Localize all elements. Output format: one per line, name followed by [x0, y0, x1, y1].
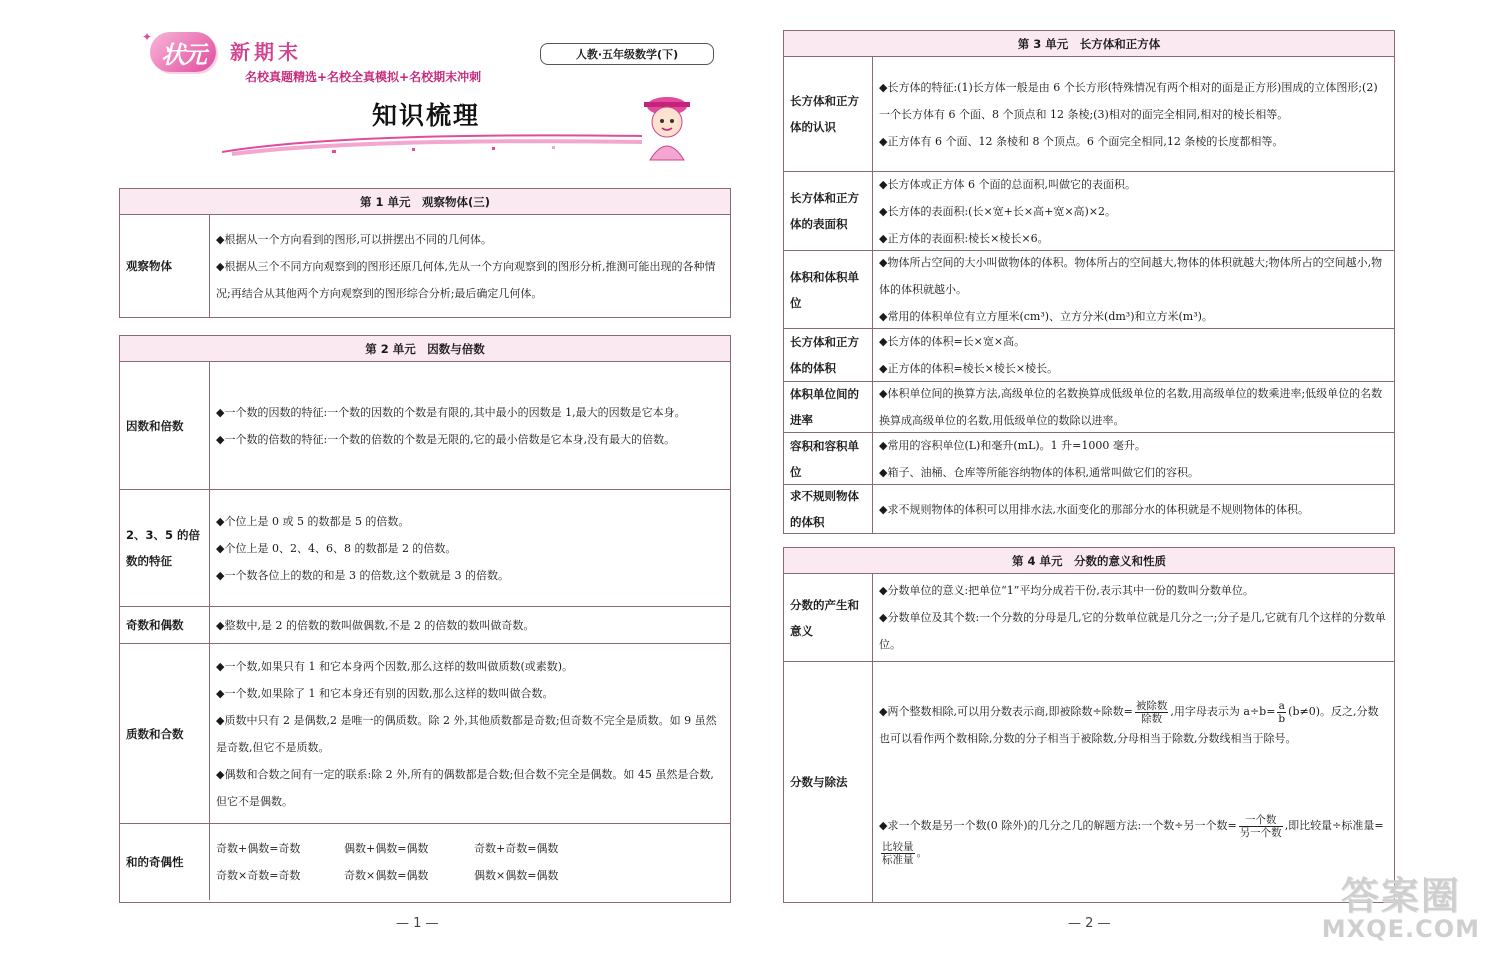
unit-title: 第 4 单元 分数的意义和性质 [784, 548, 1394, 574]
row-content [873, 574, 1394, 661]
row-label: 求不规则物体的体积 [784, 485, 873, 533]
fraction-denominator: 另一个数 [1239, 826, 1282, 839]
text-run: 。 [916, 846, 928, 859]
fraction-denominator: b [1278, 712, 1286, 725]
content-line: ◆分数单位的意义:把单位“1”平均分成若干份,表示其中一份的数叫分数单位。 [879, 584, 1254, 597]
parity-rule: 奇数×奇数=奇数 [216, 869, 301, 882]
row-label: 质数和合数 [120, 644, 210, 823]
content-line: ◆长方体或正方体 6 个面的总面积,叫做它的表面积。 [879, 177, 1136, 191]
table-row [784, 251, 1394, 329]
content-line: ◆长方体的体积=长×宽×高。 [879, 335, 1026, 348]
fraction [1135, 700, 1169, 725]
row-content [873, 485, 1394, 533]
row-label: 分数与除法 [784, 662, 873, 902]
parity-rule: 奇数×偶数=偶数 [344, 869, 429, 882]
fraction-numerator: 一个数 [1239, 814, 1283, 827]
row-content [210, 215, 730, 317]
series-title: 新期末 [230, 40, 302, 64]
row-label: 观察物体 [120, 215, 210, 317]
fraction [1239, 814, 1283, 839]
content-line: ◆质数中只有 2 是偶数,2 是唯一的偶质数。除 2 外,其他质数都是奇数;但奇数不完全是质数。如 9 虽然是奇数,但它不是质数。 [216, 713, 717, 754]
watermark-url: MXQE.COM [1321, 915, 1480, 943]
site-watermark [1322, 876, 1480, 942]
row-content [873, 662, 1394, 902]
fraction-numerator: 被除数 [1135, 699, 1168, 712]
text-run: ◆求一个数是另一个数(0 除外)的几分之几的解题方法:一个数÷另一个数= [879, 819, 1237, 832]
content-line: ◆常用的容积单位(L)和毫升(mL)。1 升=1000 毫升。 [879, 438, 1146, 452]
unit-title: 第 2 单元 因数与倍数 [120, 336, 730, 362]
fraction [1277, 700, 1286, 725]
row-label: 长方体和正方体的表面积 [784, 172, 873, 250]
fraction-numerator: a [1278, 699, 1285, 712]
row-label: 因数和倍数 [120, 362, 210, 489]
table-row [120, 490, 730, 607]
unit-title: 第 3 单元 长方体和正方体 [784, 31, 1394, 57]
scholar-mascot-icon [636, 92, 698, 162]
row-content [210, 644, 730, 823]
row-label: 分数的产生和意义 [784, 574, 873, 661]
content-line: ◆根据从三个不同方向观察到的图形还原几何体,先从一个方向观察到的图形分析,推测可能出现的各种情况;再结合从其他两个方向观察到的图形综合分析;最后确定几何体。 [216, 259, 716, 300]
content-line [879, 812, 1388, 866]
row-label: 奇数和偶数 [120, 607, 210, 643]
row-content [210, 362, 730, 489]
row-content [873, 382, 1394, 432]
page-number: — 1 — [396, 916, 439, 931]
content-line: ◆偶数和合数之间有一定的联系:除 2 外,所有的偶数都是合数;但合数不完全是偶数。如 45 虽然是合数,但它不是偶数。 [216, 767, 714, 808]
unit-4-table [783, 547, 1395, 903]
table-row [784, 433, 1394, 485]
row-content [210, 490, 730, 606]
row-label: 2、3、5 的倍数的特征 [120, 490, 210, 606]
row-label: 和的奇偶性 [120, 824, 210, 900]
row-content [873, 433, 1394, 484]
row-content [210, 607, 730, 643]
fraction-denominator: 标准量 [882, 853, 914, 866]
table-row [784, 574, 1394, 662]
content-line [879, 698, 1388, 752]
text-run: ,即比较量÷标准量= [1284, 819, 1384, 832]
content-line: ◆整数中,是 2 的倍数的数叫做偶数,不是 2 的倍数的数叫做奇数。 [216, 618, 535, 632]
sparkle-icon: ✦ [142, 30, 153, 44]
content-line: ◆箱子、油桶、仓库等所能容纳物体的体积,通常叫做它们的容积。 [879, 465, 1199, 479]
content-line: ◆正方体的体积=棱长×棱长×棱长。 [879, 362, 1059, 375]
row-label: 长方体和正方体的体积 [784, 329, 873, 381]
content-line: ◆正方体的表面积:棱长×棱长×6。 [879, 231, 1049, 245]
content-line: ◆个位上是 0、2、4、6、8 的数都是 2 的倍数。 [216, 541, 457, 555]
content-line: ◆一个数的倍数的特征:一个数的倍数的个数是无限的,它的最小倍数是它本身,没有最大的倍数。 [216, 432, 676, 446]
decorative-swoosh [222, 128, 642, 156]
table-row [120, 644, 730, 824]
content-line: ◆正方体有 6 个面、12 条棱和 8 个顶点。6 个面完全相同,12 条棱的长度都相等。 [879, 134, 1284, 148]
row-content [873, 57, 1394, 171]
table-row [120, 824, 730, 900]
content-line: ◆常用的体积单位有立方厘米(cm³)、立方分米(dm³)和立方米(m³)。 [879, 310, 1213, 323]
content-line: ◆一个数,如果只有 1 和它本身两个因数,那么这样的数叫做质数(或素数)。 [216, 659, 574, 673]
content-line: ◆分数单位及其个数:一个分数的分母是几,它的分数单位就是几分之一;分子是几,它就有几个这样的分数单位。 [879, 611, 1386, 651]
text-run: ◆两个整数相除,可以用分数表示商,即被除数÷除数= [879, 705, 1133, 718]
series-slogan: 名校真题精选+名校全真模拟+名校期末冲刺 [245, 70, 482, 84]
content-line: ◆长方体的特征:(1)长方体一般是由 6 个长方形(特殊情况有两个相对的面是正方形)围成的立体图形;(2)一个长方体有 6 个面、8 个顶点和 12 条棱;(3)相对的面完全相同,相对的棱长相等。 [879, 80, 1378, 121]
table-row [120, 215, 730, 317]
table-row [120, 607, 730, 644]
table-row [784, 329, 1394, 382]
row-label: 长方体和正方体的认识 [784, 57, 873, 171]
parity-grid [216, 835, 724, 889]
page-number: — 2 — [1068, 916, 1111, 931]
parity-rule: 偶数×偶数=偶数 [474, 869, 559, 882]
row-content [873, 251, 1394, 328]
edition-badge: 人教·五年级数学(下) [540, 43, 714, 65]
unit-3-table [783, 30, 1395, 534]
content-line: ◆一个数的因数的特征:一个数的因数的个数是有限的,其中最小的因数是 1,最大的因数是它本身。 [216, 405, 686, 419]
fraction-denominator: 除数 [1141, 712, 1163, 725]
section-title: 知识梳理 [372, 101, 481, 130]
fraction [881, 841, 915, 866]
content-line: ◆求不规则物体的体积可以用排水法,水面变化的那部分水的体积就是不规则物体的体积。 [879, 502, 1309, 516]
table-row [784, 172, 1394, 251]
row-content [873, 329, 1394, 381]
content-line: ◆根据从一个方向看到的图形,可以拼摆出不同的几何体。 [216, 232, 492, 246]
table-row [784, 662, 1394, 902]
row-label: 体积和体积单位 [784, 251, 873, 328]
row-label: 体积单位间的进率 [784, 382, 873, 432]
page-right [750, 0, 1500, 956]
content-line: ◆物体所占空间的大小叫做物体的体积。物体所占的空间越大,物体的体积就越大;物体所占的空间越小,物体的体积就越小。 [879, 256, 1383, 296]
table-row [784, 382, 1394, 433]
content-line: ◆一个数,如果除了 1 和它本身还有别的因数,那么这样的数叫做合数。 [216, 686, 554, 700]
row-label: 容积和容积单位 [784, 433, 873, 484]
parity-rule: 奇数+奇数=偶数 [474, 842, 559, 855]
content-line: ◆一个数各位上的数的和是 3 的倍数,这个数就是 3 的倍数。 [216, 568, 509, 582]
unit-1-table [119, 188, 731, 318]
fraction-numerator: 比较量 [882, 840, 914, 853]
content-line: ◆长方体的表面积:(长×宽+长×高+宽×高)×2。 [879, 204, 1117, 218]
table-row [784, 485, 1394, 533]
table-row [784, 57, 1394, 172]
text-run: ,用字母表示为 a÷b= [1170, 705, 1276, 718]
text-run: (b≠0)。反之,分数也可以看作两个数相除,分数的分子相当于被除数,分母相当于除数,分数线相当于除号。 [879, 705, 1379, 745]
content-line: ◆体积单位间的换算方法,高级单位的名数换算成低级单位的名数,用高级单位的数乘进率;低级单位的名数换算成高级单位的名数,用低级单位的数除以进率。 [879, 387, 1383, 427]
watermark-logo: 答案圈 [1340, 874, 1461, 918]
unit-title: 第 1 单元 观察物体(三) [120, 189, 730, 215]
unit-2-table [119, 335, 731, 903]
brand-logo: 状元 [150, 32, 216, 72]
parity-rule: 奇数+偶数=奇数 [216, 842, 301, 855]
row-content [210, 824, 730, 900]
table-row [120, 362, 730, 490]
row-content [873, 172, 1394, 250]
content-line: ◆个位上是 0 或 5 的数都是 5 的倍数。 [216, 514, 410, 528]
parity-rule: 偶数+偶数=偶数 [344, 842, 429, 855]
